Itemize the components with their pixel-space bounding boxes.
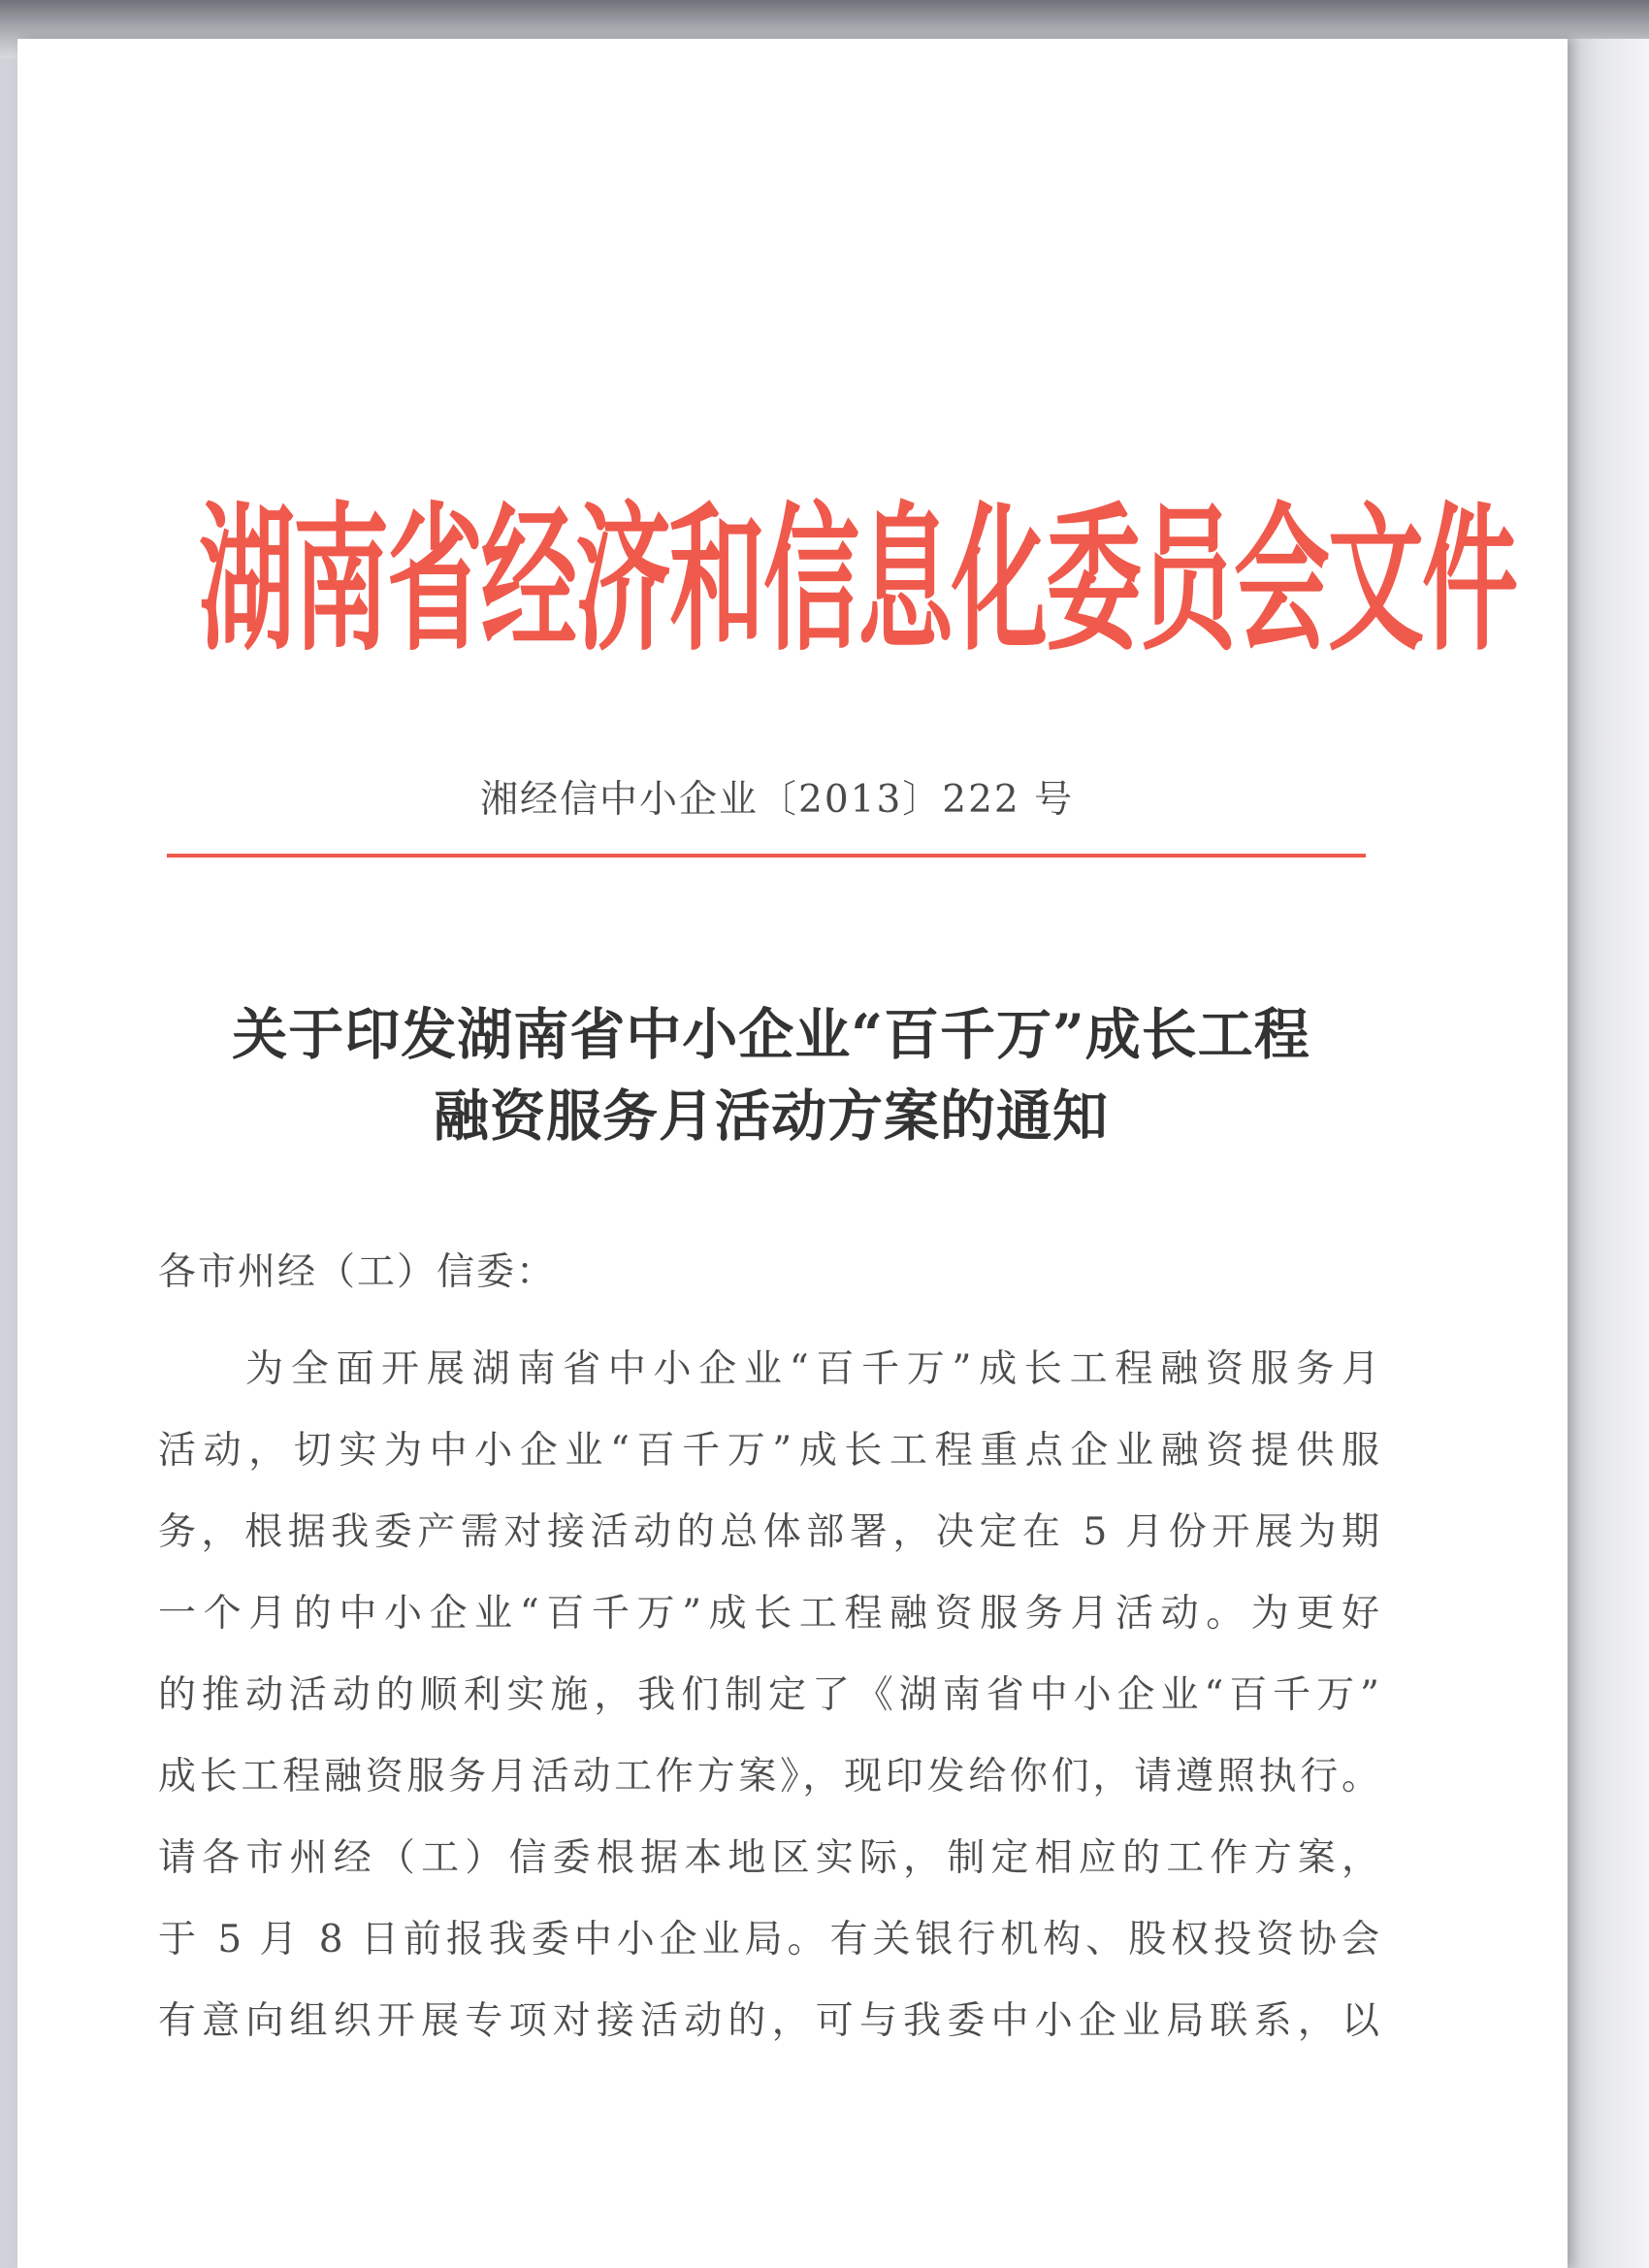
- body-line: 于 5 月 8 日前报我委中小企业局。有关银行机构、股权投资协会: [158, 1918, 1380, 1961]
- scan-edge-right: [1568, 39, 1649, 2268]
- body-line: 一个月的中小企业“百千万”成长工程融资服务月活动。为更好: [158, 1592, 1380, 1636]
- body-line: 请各市州经（工）信委根据本地区实际，制定相应的工作方案，: [158, 1836, 1380, 1880]
- body-line: 成长工程融资服务月活动工作方案》，现印发给你们，请遵照执行。: [158, 1755, 1380, 1798]
- salutation: 各市州经（工）信委：: [158, 1250, 557, 1294]
- body-line: 务，根据我委产需对接活动的总体部署，决定在 5 月份开展为期: [158, 1510, 1380, 1554]
- notice-title-line-1: 关于印发湖南省中小企业“百千万”成长工程: [232, 1002, 1310, 1067]
- body-line: 活动，切实为中小企业“百千万”成长工程重点企业融资提供服: [158, 1429, 1380, 1473]
- body-line: 为全面开展湖南省中小企业“百千万”成长工程融资服务月: [245, 1347, 1380, 1391]
- body-line: 的推动活动的顺利实施，我们制定了《湖南省中小企业“百千万”: [158, 1673, 1380, 1717]
- body-line: 有意向组织开展专项对接活动的，可与我委中小企业局联系，以: [158, 1999, 1380, 2043]
- red-separator-line: [167, 854, 1366, 858]
- document-number: 湘经信中小企业〔2013〕222 号: [480, 778, 1075, 822]
- notice-title: [170, 994, 1373, 1157]
- notice-title-line-2: 融资服务月活动方案的通知: [434, 1084, 1109, 1149]
- issuing-authority-title: 湖南省经济和信息化委员会文件: [199, 489, 1516, 674]
- body-text: [158, 1329, 1380, 2062]
